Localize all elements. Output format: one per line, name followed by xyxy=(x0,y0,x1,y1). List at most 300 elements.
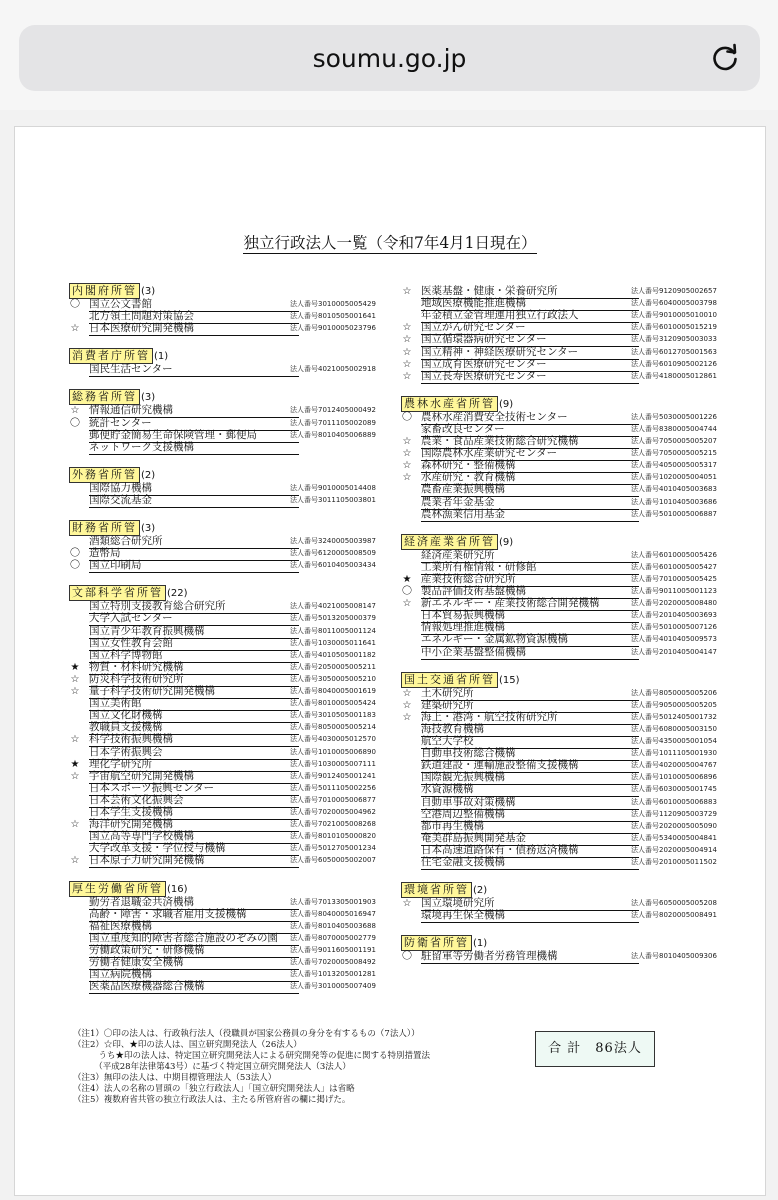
corporation-entry xyxy=(69,404,399,417)
entry-name: 森林研究・整備機構 xyxy=(421,459,639,473)
entry-name: 国際農林水産業研究センター xyxy=(421,447,639,461)
footnote-line: （注4）法人の名称の冒頭の「独立行政法人」「国立研究開発法人」は省略 xyxy=(73,1084,355,1094)
section-header-label: 国土交通省所管 xyxy=(401,672,498,688)
entry-corporate-number: 法人番号9010005014408 xyxy=(290,483,376,492)
entry-mark: 〇 xyxy=(402,951,412,963)
corporation-entry xyxy=(69,637,399,650)
entry-mark: ☆ xyxy=(70,405,80,417)
entry-name: 土木研究所 xyxy=(421,687,639,701)
entry-mark: 〇 xyxy=(70,299,80,310)
entry-corporate-number: 法人番号3240005003987 xyxy=(290,537,376,545)
entry-name: 国際交流基金 xyxy=(89,494,299,508)
entry-mark: ☆ xyxy=(70,770,80,782)
entry-corporate-number: 法人番号1020005004051 xyxy=(631,473,717,482)
corporation-entry xyxy=(401,687,721,700)
entry-name: 住宅金融支援機構 xyxy=(421,856,639,870)
entry-name: 統計センター xyxy=(89,417,299,431)
entry-corporate-number: 法人番号9010005010010 xyxy=(631,311,717,320)
entry-name: 駐留軍等労働者労務管理機構 xyxy=(421,950,639,964)
corporation-entry xyxy=(401,796,721,809)
entry-mark: ☆ xyxy=(402,346,412,358)
entry-name: 情報通信研究機構 xyxy=(89,404,299,418)
entry-corporate-number: 法人番号1011105001930 xyxy=(631,749,717,758)
entry-mark: ★ xyxy=(70,758,80,770)
entry-name: 工業所有権情報・研修館 xyxy=(421,561,639,575)
corporation-entry xyxy=(69,980,399,993)
section-header xyxy=(401,672,520,688)
entry-name: 国立がん研究センター xyxy=(421,321,639,335)
corporation-entry xyxy=(69,625,399,638)
entry-name: 国立循環器病研究センター xyxy=(421,333,639,347)
section-header-count: (2) xyxy=(473,885,488,897)
corporation-entry xyxy=(401,820,721,833)
section-header-label: 消費者庁所管 xyxy=(69,348,153,364)
entry-corporate-number: 法人番号7050005005215 xyxy=(631,449,717,458)
entry-name: 環境再生保全機構 xyxy=(421,909,639,923)
corporation-entry xyxy=(69,782,399,795)
entry-corporate-number: 法人番号2020005004914 xyxy=(631,845,717,854)
entry-corporate-number: 法人番号5010005006887 xyxy=(631,509,717,518)
entry-corporate-number: 法人番号9011605001191 xyxy=(290,945,376,954)
entry-corporate-number: 法人番号8010105000820 xyxy=(290,832,376,841)
entry-corporate-number: 法人番号4021005002918 xyxy=(290,365,376,374)
corporation-entry xyxy=(69,733,399,746)
entry-name: 国民生活センター xyxy=(89,363,299,377)
entry-name: 高齢・障害・求職者雇用支援機構 xyxy=(89,908,299,922)
entry-name: 鉄道建設・運輸施設整備支援機構 xyxy=(421,759,639,773)
section-header-label: 総務省所管 xyxy=(69,389,140,405)
entry-mark: ☆ xyxy=(402,472,412,484)
section-header-count: (9) xyxy=(499,536,514,548)
entry-name: 医薬品医療機器総合機構 xyxy=(89,980,299,994)
entry-name: 情報処理推進機構 xyxy=(421,621,639,635)
entry-corporate-number: 法人番号5010005007126 xyxy=(631,623,717,632)
entry-name: 奄美群島振興開発基金 xyxy=(421,832,639,846)
corporation-entry xyxy=(69,758,399,771)
entry-mark: ☆ xyxy=(402,460,412,472)
reload-icon[interactable] xyxy=(708,41,742,75)
total-box: 合 計 86法人 xyxy=(535,1031,655,1067)
entry-corporate-number: 法人番号7010005005425 xyxy=(631,574,717,583)
entry-name: 国際観光振興機構 xyxy=(421,771,639,785)
entry-corporate-number: 法人番号2010405003693 xyxy=(631,611,717,620)
entry-mark: ☆ xyxy=(70,686,80,697)
entry-name: 国立印刷局 xyxy=(89,559,299,573)
section-header xyxy=(69,881,188,897)
entry-name: 防災科学技術研究所 xyxy=(89,673,299,687)
section-header xyxy=(401,935,487,951)
entry-corporate-number: 法人番号3120905003033 xyxy=(631,335,717,344)
entry-mark: ☆ xyxy=(402,322,412,334)
entry-name: 国立環境研究所 xyxy=(421,897,639,911)
corporation-entry xyxy=(69,920,399,933)
corporation-entry xyxy=(69,770,399,783)
entry-name: 理化学研究所 xyxy=(89,758,299,772)
entry-name: 家畜改良センター xyxy=(421,423,639,437)
corporation-entry xyxy=(401,411,721,424)
entry-mark: ★ xyxy=(70,661,80,673)
entry-corporate-number: 法人番号8050005005206 xyxy=(631,688,717,697)
entry-corporate-number: 法人番号1030005007111 xyxy=(290,759,376,768)
entry-corporate-number: 法人番号6010005015219 xyxy=(631,323,717,332)
corporation-entry xyxy=(401,508,721,521)
entry-corporate-number: 法人番号2020005008480 xyxy=(631,599,717,608)
entry-corporate-number: 法人番号7050005005207 xyxy=(631,437,717,445)
entry-name: 中小企業基盤整備機構 xyxy=(421,646,639,660)
section-header-count: (9) xyxy=(499,398,514,410)
entry-name: 日本貿易振興機構 xyxy=(421,609,639,623)
entry-mark: ☆ xyxy=(402,448,412,460)
corporation-entry xyxy=(401,856,721,869)
entry-mark: ☆ xyxy=(402,286,412,297)
entry-mark: ☆ xyxy=(402,598,412,610)
entry-corporate-number: 法人番号8380005004744 xyxy=(631,424,717,433)
section-header xyxy=(69,585,188,601)
entry-name: 労働政策研究・研修機構 xyxy=(89,944,299,958)
entry-mark: ☆ xyxy=(70,855,80,867)
entry-name: 農林水産消費安全技術センター xyxy=(421,411,639,425)
entry-corporate-number: 法人番号8010405009306 xyxy=(631,952,717,961)
entry-corporate-number: 法人番号4050005005317 xyxy=(631,461,717,470)
footnote-line: （注2）☆印、★印の法人は、国立研究開発法人（26法人） xyxy=(73,1040,302,1050)
entry-name: 日本原子力研究開発機構 xyxy=(89,854,299,868)
section-header xyxy=(401,882,487,898)
entry-name: 国立美術館 xyxy=(89,697,299,711)
entry-mark: 〇 xyxy=(402,586,412,597)
entry-name: 産業技術総合研究所 xyxy=(421,573,639,587)
corporation-entry xyxy=(69,363,399,376)
entry-name: 年金積立金管理運用独立行政法人 xyxy=(421,309,639,323)
corporation-entry xyxy=(401,423,721,436)
entry-corporate-number: 法人番号9050005005205 xyxy=(631,700,717,709)
entry-name: 国際協力機構 xyxy=(89,482,299,496)
entry-mark: ☆ xyxy=(402,711,412,723)
corporation-entry xyxy=(401,723,721,736)
entry-name: 経済産業研究所 xyxy=(421,549,639,563)
entry-corporate-number: 法人番号8011005001124 xyxy=(290,626,376,635)
entry-corporate-number: 法人番号4030005012570 xyxy=(290,735,376,744)
corporation-entry xyxy=(69,661,399,674)
entry-corporate-number: 法人番号4350005001054 xyxy=(631,737,717,745)
footnote-line: うち★印の法人は、特定国立研究開発法人による研究開発等の促進に関する特別措置法 xyxy=(73,1051,431,1061)
corporation-entry xyxy=(69,908,399,921)
entry-corporate-number: 法人番号7021005008268 xyxy=(290,820,376,829)
entry-name: 自動車技術総合機構 xyxy=(421,747,639,761)
entry-mark: 〇 xyxy=(70,417,80,429)
entry-mark: ☆ xyxy=(402,699,412,711)
section-header xyxy=(401,534,513,550)
corporation-entry xyxy=(401,783,721,796)
entry-corporate-number: 法人番号5013205000379 xyxy=(290,614,376,623)
entry-corporate-number: 法人番号4010405009573 xyxy=(631,635,717,644)
entry-corporate-number: 法人番号6010005006883 xyxy=(631,797,717,806)
section-header-count: (3) xyxy=(141,286,156,297)
entry-name: 農畜産業振興機構 xyxy=(421,483,639,497)
entry-mark: ☆ xyxy=(402,370,412,382)
entry-corporate-number: 法人番号5340005004841 xyxy=(631,833,717,842)
entry-corporate-number: 法人番号1120905003729 xyxy=(631,809,717,818)
corporation-entry xyxy=(69,649,399,662)
entry-name: 都市再生機構 xyxy=(421,820,639,834)
entry-mark: ☆ xyxy=(70,323,80,335)
corporation-entry xyxy=(401,561,721,574)
entry-corporate-number: 法人番号3010005007409 xyxy=(290,982,376,991)
corporation-entry xyxy=(401,832,721,845)
section-header-count: (3) xyxy=(141,392,156,404)
corporation-entry xyxy=(401,633,721,646)
corporation-entry xyxy=(401,646,721,659)
corporation-entry xyxy=(69,559,399,572)
entry-corporate-number: 法人番号6040005003798 xyxy=(631,299,717,308)
entry-name: 水資源機構 xyxy=(421,783,639,797)
entry-corporate-number: 法人番号8010405006889 xyxy=(290,430,376,439)
section-header-label: 防衛省所管 xyxy=(401,935,472,951)
section-header-label: 財務省所管 xyxy=(69,520,140,536)
entry-corporate-number: 法人番号3050005005210 xyxy=(290,674,376,683)
entry-corporate-number: 法人番号5012405001732 xyxy=(631,712,717,721)
corporation-entry xyxy=(69,429,399,442)
corporation-entry xyxy=(69,932,399,945)
entry-name: 日本スポーツ振興センター xyxy=(89,782,299,796)
entry-mark: 〇 xyxy=(70,560,80,572)
entry-corporate-number: 法人番号6080005003150 xyxy=(631,724,717,733)
entry-corporate-number: 法人番号4021005008147 xyxy=(290,602,376,611)
section-header-count: (2) xyxy=(141,469,156,481)
entry-corporate-number: 法人番号7011105002089 xyxy=(290,418,376,427)
entry-name: 福祉医療機構 xyxy=(89,920,299,934)
entry-corporate-number: 法人番号4010505001182 xyxy=(290,650,376,659)
entry-corporate-number: 法人番号6120005008509 xyxy=(290,549,376,558)
footnote-line: （注1）〇印の法人は、行政執行法人（役職員が国家公務員の身分を有するもの（7法人）） xyxy=(73,1029,420,1039)
entry-mark: ☆ xyxy=(402,358,412,370)
section-header-label: 外務省所管 xyxy=(69,467,140,483)
entry-name: 国立科学博物館 xyxy=(89,649,299,663)
corporation-entry xyxy=(401,346,721,359)
entry-corporate-number: 法人番号8050005005214 xyxy=(290,723,376,732)
entry-corporate-number: 法人番号5030005001226 xyxy=(631,412,717,421)
entry-name: 教職員支援機構 xyxy=(89,721,299,735)
corporation-entry xyxy=(401,711,721,724)
entry-corporate-number: 法人番号7020005008492 xyxy=(290,958,376,966)
entry-name: 国立成育医療研究センター xyxy=(421,358,639,372)
entry-mark: 〇 xyxy=(402,411,412,423)
corporation-entry xyxy=(401,808,721,821)
entry-corporate-number: 法人番号3010005005429 xyxy=(290,300,376,308)
entry-name: 製品評価技術基盤機構 xyxy=(421,585,639,599)
entry-name: 海技教育機構 xyxy=(421,723,639,737)
entry-corporate-number: 法人番号6010905002126 xyxy=(631,359,717,368)
section-header-count: (3) xyxy=(141,523,156,534)
entry-corporate-number: 法人番号9012405001241 xyxy=(290,771,376,780)
corporation-entry xyxy=(69,417,399,430)
browser-top-bar xyxy=(0,0,778,110)
corporation-entry xyxy=(401,483,721,496)
entry-corporate-number: 法人番号5011105002256 xyxy=(290,783,376,792)
entry-name: 労働者健康安全機構 xyxy=(89,956,299,970)
entry-corporate-number: 法人番号4020005004767 xyxy=(631,761,717,770)
section-header xyxy=(401,396,513,412)
entry-name: 酒類総合研究所 xyxy=(89,535,299,549)
corporation-entry xyxy=(401,573,721,586)
corporation-entry xyxy=(401,370,721,383)
entry-corporate-number: 法人番号6012705001563 xyxy=(631,347,717,356)
entry-corporate-number: 法人番号2020005005090 xyxy=(631,821,717,830)
entry-name: 地域医療機能推進機構 xyxy=(421,297,639,311)
corporation-entry xyxy=(401,358,721,371)
section-header-label: 内閣府所管 xyxy=(69,283,140,299)
corporation-entry xyxy=(401,496,721,509)
entry-name: エネルギー・金属鉱物資源機構 xyxy=(421,633,639,647)
entry-name: 量子科学技術研究開発機構 xyxy=(89,685,299,699)
entry-name: 国立高等専門学校機構 xyxy=(89,830,299,844)
entry-corporate-number: 法人番号7013305001903 xyxy=(290,897,376,906)
entry-corporate-number: 法人番号6010405003434 xyxy=(290,561,376,570)
section-header-count: (15) xyxy=(499,674,520,686)
entry-mark: ☆ xyxy=(402,898,412,910)
entry-corporate-number: 法人番号8020005008491 xyxy=(631,911,717,920)
entry-name: 農業者年金基金 xyxy=(421,496,639,510)
corporation-entry xyxy=(401,950,721,963)
entry-corporate-number: 法人番号8010405003688 xyxy=(290,921,376,930)
entry-name: 国立女性教育会館 xyxy=(89,637,299,651)
entry-mark: 〇 xyxy=(70,548,80,560)
entry-corporate-number: 法人番号8010005005424 xyxy=(290,699,376,708)
entry-corporate-number: 法人番号4010405003683 xyxy=(631,485,717,494)
entry-name: 造幣局 xyxy=(89,547,299,561)
entry-corporate-number: 法人番号6010005005426 xyxy=(631,550,717,559)
section-header-label: 農林水産省所管 xyxy=(401,396,498,412)
entry-corporate-number: 法人番号2010005011502 xyxy=(631,858,717,866)
entry-name: 日本芸術文化振興会 xyxy=(89,794,299,808)
entry-name: 国立重度知的障害者総合施設のぞみの園 xyxy=(89,932,299,946)
entry-name: 勤労者退職金共済機構 xyxy=(89,896,299,910)
entry-name: 海上・港湾・航空技術研究所 xyxy=(421,711,639,725)
corporation-entry xyxy=(69,494,399,507)
entry-corporate-number: 法人番号6010005005427 xyxy=(631,562,717,571)
corporation-entry xyxy=(69,746,399,759)
entry-name: ネットワーク支援機構 xyxy=(89,441,299,455)
entry-name: 大学入試センター xyxy=(89,612,299,626)
corporation-entry xyxy=(401,844,721,857)
corporation-entry xyxy=(69,673,399,686)
corporation-entry xyxy=(69,441,399,454)
entry-name: 日本学術振興会 xyxy=(89,746,299,760)
entry-mark: ☆ xyxy=(402,436,412,447)
entry-corporate-number: 法人番号6050005005208 xyxy=(631,899,717,908)
footnote-line: （注3）無印の法人は、中期目標管理法人（53法人） xyxy=(73,1073,277,1083)
entry-name: 国立公文書館 xyxy=(89,298,299,312)
section-header-label: 厚生労働省所管 xyxy=(69,881,166,897)
entry-corporate-number: 法人番号1010005006896 xyxy=(631,773,717,782)
corporation-entry xyxy=(69,612,399,625)
entry-mark: ☆ xyxy=(70,819,80,831)
entry-name: 日本高速道路保有・債務返済機構 xyxy=(421,844,639,858)
entry-name: 医薬基盤・健康・栄養研究所 xyxy=(421,285,639,299)
entry-corporate-number: 法人番号3010505001183 xyxy=(290,711,376,720)
entry-name: 北方領土問題対策協会 xyxy=(89,310,299,324)
corporation-entry xyxy=(69,322,399,335)
entry-corporate-number: 法人番号2050005005211 xyxy=(290,662,376,671)
corporation-entry xyxy=(69,944,399,957)
entry-corporate-number: 法人番号4180005012861 xyxy=(631,371,717,380)
entry-mark: ☆ xyxy=(70,673,80,685)
entry-corporate-number: 法人番号1030005011641 xyxy=(290,638,376,647)
entry-corporate-number: 法人番号8040005001619 xyxy=(290,687,376,695)
entry-corporate-number: 法人番号1010005006890 xyxy=(290,747,376,756)
entry-name: 国立青少年教育振興機構 xyxy=(89,625,299,639)
entry-corporate-number: 法人番号6030005001745 xyxy=(631,785,717,794)
footnote-line: （平成28年法律第43号）に基づく特定国立研究開発法人（3法人） xyxy=(73,1062,351,1072)
section-header-count: (1) xyxy=(473,938,488,950)
entry-mark: ☆ xyxy=(402,334,412,346)
entry-corporate-number: 法人番号8010505001641 xyxy=(290,312,376,321)
entry-name: 宇宙航空研究開発機構 xyxy=(89,770,299,784)
footnote-line: （注5）複数府省共管の独立行政法人は、主たる所管府省の欄に掲げた。 xyxy=(73,1095,351,1105)
section-header-label: 文部科学省所管 xyxy=(69,585,166,601)
entry-name: 自動車事故対策機構 xyxy=(421,796,639,810)
entry-name: 新エネルギー・産業技術総合開発機構 xyxy=(421,597,639,611)
entry-corporate-number: 法人番号7010005006877 xyxy=(290,795,376,804)
entry-name: 大学改革支援・学位授与機構 xyxy=(89,842,299,856)
address-bar[interactable] xyxy=(19,25,760,91)
entry-mark: ☆ xyxy=(402,687,412,699)
corporation-entry xyxy=(69,794,399,807)
section-header-count: (1) xyxy=(154,351,169,363)
corporation-entry xyxy=(401,909,721,922)
section-header-count: (16) xyxy=(167,883,188,895)
entry-name: 国立特別支援教育総合研究所 xyxy=(89,600,299,614)
entry-mark: ☆ xyxy=(70,734,80,746)
corporation-entry xyxy=(401,549,721,562)
url-text[interactable]: soumu.go.jp xyxy=(312,44,467,73)
entry-corporate-number: 法人番号3011105003801 xyxy=(290,495,376,504)
entry-corporate-number: 法人番号9120905002657 xyxy=(631,287,717,295)
section-header-label: 経済産業省所管 xyxy=(401,534,498,550)
section-header xyxy=(69,467,155,483)
entry-name: 物質・材料研究機構 xyxy=(89,661,299,675)
entry-name: 国立病院機構 xyxy=(89,968,299,982)
footnotes xyxy=(73,1029,430,1106)
section-header xyxy=(69,348,168,364)
entry-name: 農業・食品産業技術総合研究機構 xyxy=(421,435,639,449)
entry-name: 建築研究所 xyxy=(421,699,639,713)
corporation-entry xyxy=(69,854,399,867)
entry-corporate-number: 法人番号6050005002007 xyxy=(290,856,376,865)
entry-corporate-number: 法人番号1013205001281 xyxy=(290,970,376,979)
document-page xyxy=(14,126,766,1196)
entry-name: 空港周辺整備機構 xyxy=(421,808,639,822)
section-header-count: (22) xyxy=(167,588,188,600)
entry-name: 国立長寿医療研究センター xyxy=(421,370,639,384)
entry-corporate-number: 法人番号9011005001123 xyxy=(631,587,717,595)
corporation-entry xyxy=(69,482,399,495)
entry-name: 航空大学校 xyxy=(421,735,639,749)
entry-corporate-number: 法人番号9010005023796 xyxy=(290,324,376,333)
section-header xyxy=(69,283,155,299)
entry-corporate-number: 法人番号7012405000492 xyxy=(290,406,376,415)
corporation-entry xyxy=(401,333,721,346)
entry-name: 郵便貯金簡易生命保険管理・郵便局 xyxy=(89,429,299,443)
entry-name: 国立文化財機構 xyxy=(89,709,299,723)
document-title: 独立行政法人一覧（令和7年4月1日現在） xyxy=(243,234,537,252)
section-header xyxy=(69,389,155,405)
corporation-entry xyxy=(69,896,399,909)
entry-corporate-number: 法人番号1010405003686 xyxy=(631,497,717,506)
entry-name: 科学技術振興機構 xyxy=(89,733,299,747)
entry-corporate-number: 法人番号8070005002779 xyxy=(290,933,376,942)
entry-corporate-number: 法人番号8040005016947 xyxy=(290,909,376,918)
entry-name: 日本医療研究開発機構 xyxy=(89,322,299,336)
